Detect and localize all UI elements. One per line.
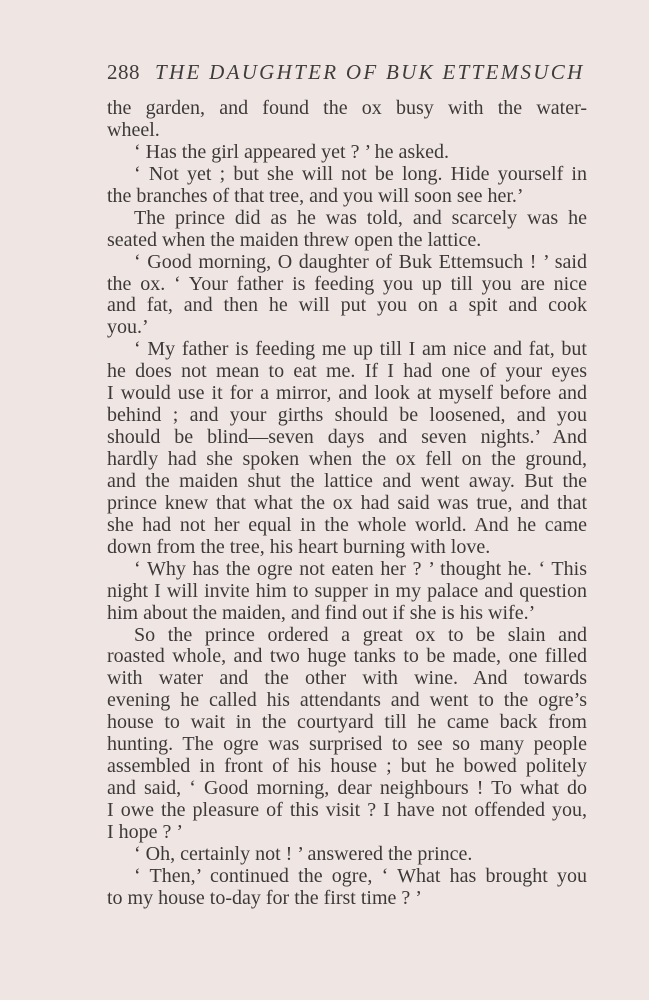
- text-line: you.’: [107, 316, 149, 339]
- text-line: house to wait in the courtyard till he came back from: [107, 711, 587, 734]
- text-line: wheel.: [107, 118, 160, 141]
- text-line: the ox. ‘ Your father is feeding you up till you are nice: [107, 272, 587, 295]
- text-line: behind ; and your girths should be loosened, and you: [107, 404, 587, 427]
- text-line: ‘ Oh, certainly not ! ’ answered the prince.: [134, 842, 473, 865]
- text-line: him about the maiden, and find out if she is his wife.’: [107, 601, 536, 624]
- text-line: So the prince ordered a great ox to be slain and: [134, 623, 587, 646]
- text-line: assembled in front of his house ; but he bowed politely: [107, 755, 587, 778]
- body-text: [107, 98, 587, 910]
- text-line: ‘ Not yet ; but she will not be long. Hide yourself in: [134, 162, 587, 185]
- text-line: hardly had she spoken when the ox fell on the ground,: [107, 448, 587, 470]
- text-line: I hope ? ’: [107, 820, 184, 843]
- text-line: ‘ Good morning, O daughter of Buk Ettemsuch ! ’ said: [134, 250, 587, 273]
- text-line: and said, ‘ Good morning, dear neighbours ! To what do: [107, 777, 587, 800]
- text-line: ‘ Has the girl appeared yet ? ’ he asked.: [134, 140, 450, 163]
- running-title: THE DAUGHTER OF BUK ETTEMSUCH: [155, 60, 585, 84]
- text-line: The prince did as he was told, and scarcely was he: [134, 206, 587, 229]
- text-line: the garden, and found the ox busy with the water-: [107, 97, 587, 119]
- text-line: the branches of that tree, and you will soon see her.’: [107, 184, 524, 207]
- text-line: ‘ Then,’ continued the ogre, ‘ What has brought you: [134, 864, 587, 887]
- text-line: I owe the pleasure of this visit ? I have not offended you,: [107, 799, 587, 821]
- page-number: 288: [107, 60, 140, 84]
- text-line: with water and the other with wine. And towards: [107, 667, 587, 690]
- text-line: evening he called his attendants and went to the ogre’s: [107, 689, 587, 712]
- text-line: seated when the maiden threw open the lattice.: [107, 228, 482, 251]
- text-line: she had not her equal in the whole world. And he came: [107, 513, 587, 536]
- text-line: prince knew that what the ox had said was true, and that: [107, 491, 587, 514]
- text-line: hunting. The ogre was surprised to see so many people: [107, 733, 587, 756]
- page-header: [107, 60, 587, 86]
- text-line: night I will invite him to supper in my palace and question: [107, 579, 587, 602]
- text-line: and fat, and then he will put you on a spit and cook: [107, 294, 587, 317]
- text-line: should be blind—seven days and seven nights.’ And: [107, 426, 587, 449]
- text-line: ‘ Why has the ogre not eaten her ? ’ thought he. ‘ This: [134, 557, 587, 580]
- text-line: down from the tree, his heart burning with love.: [107, 535, 491, 558]
- text-line: to my house to-day for the first time ? ’: [107, 886, 422, 909]
- text-line: roasted whole, and two huge tanks to be made, one filled: [107, 645, 587, 668]
- text-line: he does not mean to eat me. If I had one of your eyes: [107, 360, 587, 383]
- text-line: I would use it for a mirror, and look at myself before and: [107, 382, 587, 405]
- text-line: and the maiden shut the lattice and went away. But the: [107, 469, 587, 492]
- text-line: ‘ My father is feeding me up till I am nice and fat, but: [134, 338, 587, 361]
